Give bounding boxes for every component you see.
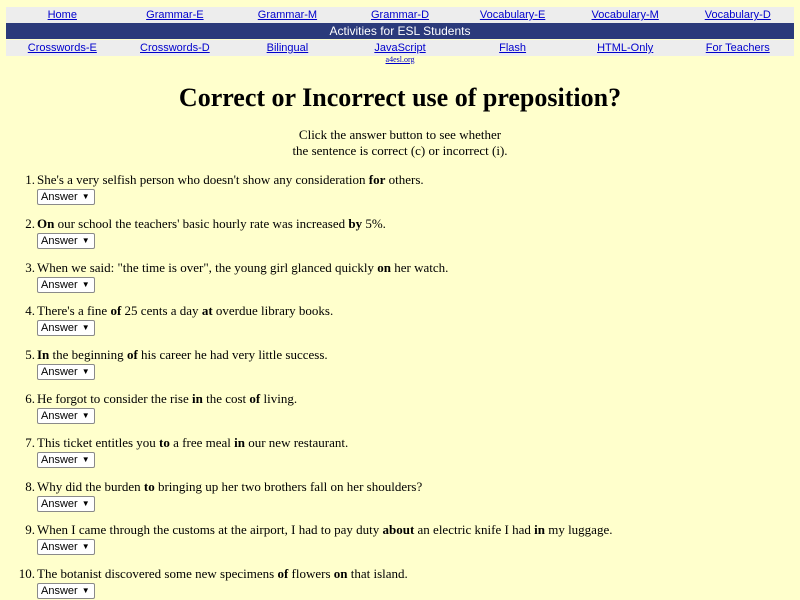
nav-cell (569, 40, 682, 56)
preposition-highlight: about (382, 522, 415, 538)
preposition-highlight: On (37, 215, 55, 231)
answer-dropdown[interactable] (37, 496, 95, 512)
nav-link-for-teachers[interactable]: For Teachers (705, 42, 770, 54)
preposition-highlight: for (368, 172, 386, 187)
answer-label: Answer (41, 541, 78, 554)
question-text (37, 479, 422, 495)
nav-bar-top (6, 7, 794, 23)
sentence-fragment: our new restaurant. (244, 434, 349, 450)
preposition-highlight: in (192, 390, 203, 406)
question-item (0, 303, 800, 347)
answer-dropdown[interactable] (37, 189, 95, 205)
nav-cell (569, 7, 682, 23)
instructions-line: Click the answer button to see whether (298, 127, 502, 142)
site-banner: Activities for ESL Students (6, 23, 794, 39)
question-item (0, 479, 800, 523)
sentence-fragment: the cost (202, 390, 250, 406)
sentence-fragment: my luggage. (544, 522, 613, 538)
sentence-fragment: the beginning (49, 347, 127, 363)
question-number: 7. (25, 434, 35, 450)
question-item (0, 216, 800, 260)
sentence-fragment: 25 cents a day (121, 303, 202, 319)
question-text (37, 435, 348, 451)
sentence-fragment: our school the teachers' basic hourly rate was increased (54, 215, 349, 231)
chevron-down-icon: ▼ (81, 323, 90, 333)
answer-label: Answer (41, 366, 78, 379)
question-number: 4. (25, 303, 35, 319)
sentence-fragment: overdue library books. (212, 303, 334, 319)
preposition-highlight: on (333, 566, 348, 582)
answer-dropdown[interactable] (37, 320, 95, 336)
question-number: 1. (25, 172, 35, 187)
nav-link-vocabulary-m[interactable]: Vocabulary-M (591, 9, 659, 21)
sentence-fragment: a free meal (169, 434, 235, 450)
chevron-down-icon: ▼ (81, 235, 90, 245)
question-text (37, 260, 448, 276)
sentence-fragment: 5%. (362, 215, 386, 231)
nav-cell (456, 7, 569, 23)
question-number: 2. (25, 215, 35, 231)
question-text (37, 522, 612, 538)
nav-cell (681, 7, 794, 23)
answer-label: Answer (41, 234, 78, 247)
nav-cell (6, 40, 119, 56)
nav-link-crosswords-e[interactable]: Crosswords-E (27, 42, 97, 54)
question-item (0, 260, 800, 304)
nav-cell (119, 7, 232, 23)
nav-link-home[interactable]: Home (47, 9, 77, 21)
question-number: 9. (25, 522, 35, 538)
question-text (37, 303, 333, 319)
nav-link-html-only[interactable]: HTML-Only (597, 42, 654, 54)
chevron-down-icon: ▼ (81, 367, 90, 377)
sentence-fragment: She's a very selfish person who doesn't show any consideration (37, 172, 369, 187)
answer-dropdown[interactable] (37, 539, 95, 555)
nav-cell (344, 7, 457, 23)
chevron-down-icon: ▼ (81, 542, 90, 552)
nav-link-vocabulary-e[interactable]: Vocabulary-E (479, 9, 546, 21)
sentence-fragment: his career he had very little success. (137, 347, 328, 363)
answer-label: Answer (41, 322, 78, 335)
preposition-highlight: to (143, 478, 155, 494)
question-item (0, 566, 800, 600)
site-link[interactable]: a4esl.org (385, 55, 415, 64)
nav-cell (231, 7, 344, 23)
answer-dropdown[interactable] (37, 408, 95, 424)
sentence-fragment: When I came through the customs at the airport, I had to pay duty (37, 522, 383, 538)
answer-dropdown[interactable] (37, 583, 95, 599)
chevron-down-icon: ▼ (81, 498, 90, 508)
chevron-down-icon: ▼ (81, 454, 90, 464)
question-number: 5. (25, 347, 35, 363)
answer-label: Answer (41, 585, 78, 598)
nav-cell (6, 7, 119, 23)
answer-label: Answer (41, 409, 78, 422)
sentence-fragment: When we said: "the time is over", the young girl glanced quickly (37, 259, 378, 275)
preposition-highlight: at (201, 303, 213, 319)
nav-cell (231, 40, 344, 56)
sentence-fragment: living. (260, 390, 298, 406)
preposition-highlight: on (377, 259, 391, 275)
preposition-highlight: by (348, 215, 363, 231)
question-text (37, 391, 297, 407)
nav-link-flash[interactable]: Flash (499, 42, 527, 54)
answer-label: Answer (41, 191, 78, 203)
sentence-fragment: others. (385, 172, 424, 187)
nav-cell (119, 40, 232, 56)
question-item (0, 435, 800, 479)
answer-dropdown[interactable] (37, 277, 95, 293)
sentence-fragment: her watch. (390, 259, 449, 275)
nav-link-grammar-e[interactable]: Grammar-E (146, 9, 204, 21)
answer-dropdown[interactable] (37, 364, 95, 380)
sentence-fragment: He forgot to consider the rise (37, 390, 192, 406)
question-number: 8. (25, 478, 35, 494)
answer-dropdown[interactable] (37, 233, 95, 249)
question-item (0, 172, 800, 216)
sentence-fragment: bringing up her two brothers fall on her shoulders? (154, 478, 423, 494)
sentence-fragment: The botanist discovered some new specimens (37, 566, 278, 582)
nav-cell (344, 40, 457, 56)
preposition-highlight: of (110, 303, 122, 319)
sentence-fragment: flowers (288, 566, 334, 582)
preposition-highlight: in (234, 434, 245, 450)
sentence-fragment: that island. (347, 566, 408, 582)
nav-link-javascript[interactable]: JavaScript (374, 42, 426, 54)
preposition-highlight: to (159, 434, 170, 450)
answer-label: Answer (41, 497, 78, 510)
sentence-fragment: There's a fine (37, 303, 111, 319)
question-text (37, 347, 328, 363)
page-title: Correct or Incorrect use of preposition? (178, 83, 622, 112)
answer-label: Answer (41, 453, 78, 466)
chevron-down-icon: ▼ (81, 586, 90, 596)
nav-link-grammar-m[interactable]: Grammar-M (257, 9, 318, 21)
preposition-highlight: of (277, 566, 289, 582)
instructions (0, 127, 800, 159)
question-number: 10. (18, 566, 35, 582)
nav-link-crosswords-d[interactable]: Crosswords-D (140, 42, 210, 54)
nav-cell (681, 40, 794, 56)
nav-bar-bottom (6, 40, 794, 56)
sentence-fragment: Why did the burden (37, 478, 144, 494)
sentence-fragment: This ticket entitles you (37, 434, 160, 450)
preposition-highlight: of (126, 347, 138, 363)
preposition-highlight: in (534, 522, 545, 538)
question-item (0, 347, 800, 391)
question-text (37, 566, 408, 582)
question-number: 3. (25, 259, 35, 275)
instructions-line: the sentence is correct (c) or incorrect (i). (292, 143, 508, 158)
nav-link-bilingual[interactable]: Bilingual (266, 42, 309, 54)
preposition-highlight: In (37, 347, 50, 363)
question-item (0, 522, 800, 566)
preposition-highlight: of (249, 390, 261, 406)
answer-dropdown[interactable] (37, 452, 95, 468)
sentence-fragment: an electric knife I had (414, 522, 535, 538)
nav-cell (456, 40, 569, 56)
question-text (37, 216, 386, 232)
site-link-row (0, 55, 800, 64)
nav-link-vocabulary-d[interactable]: Vocabulary-D (704, 9, 771, 21)
chevron-down-icon: ▼ (81, 279, 90, 289)
chevron-down-icon: ▼ (81, 410, 90, 420)
chevron-down-icon: ▼ (81, 192, 90, 201)
question-list (0, 172, 800, 600)
question-text (37, 172, 424, 188)
nav-link-grammar-d[interactable]: Grammar-D (370, 9, 430, 21)
question-item (0, 391, 800, 435)
question-number: 6. (25, 390, 35, 406)
answer-label: Answer (41, 278, 78, 291)
